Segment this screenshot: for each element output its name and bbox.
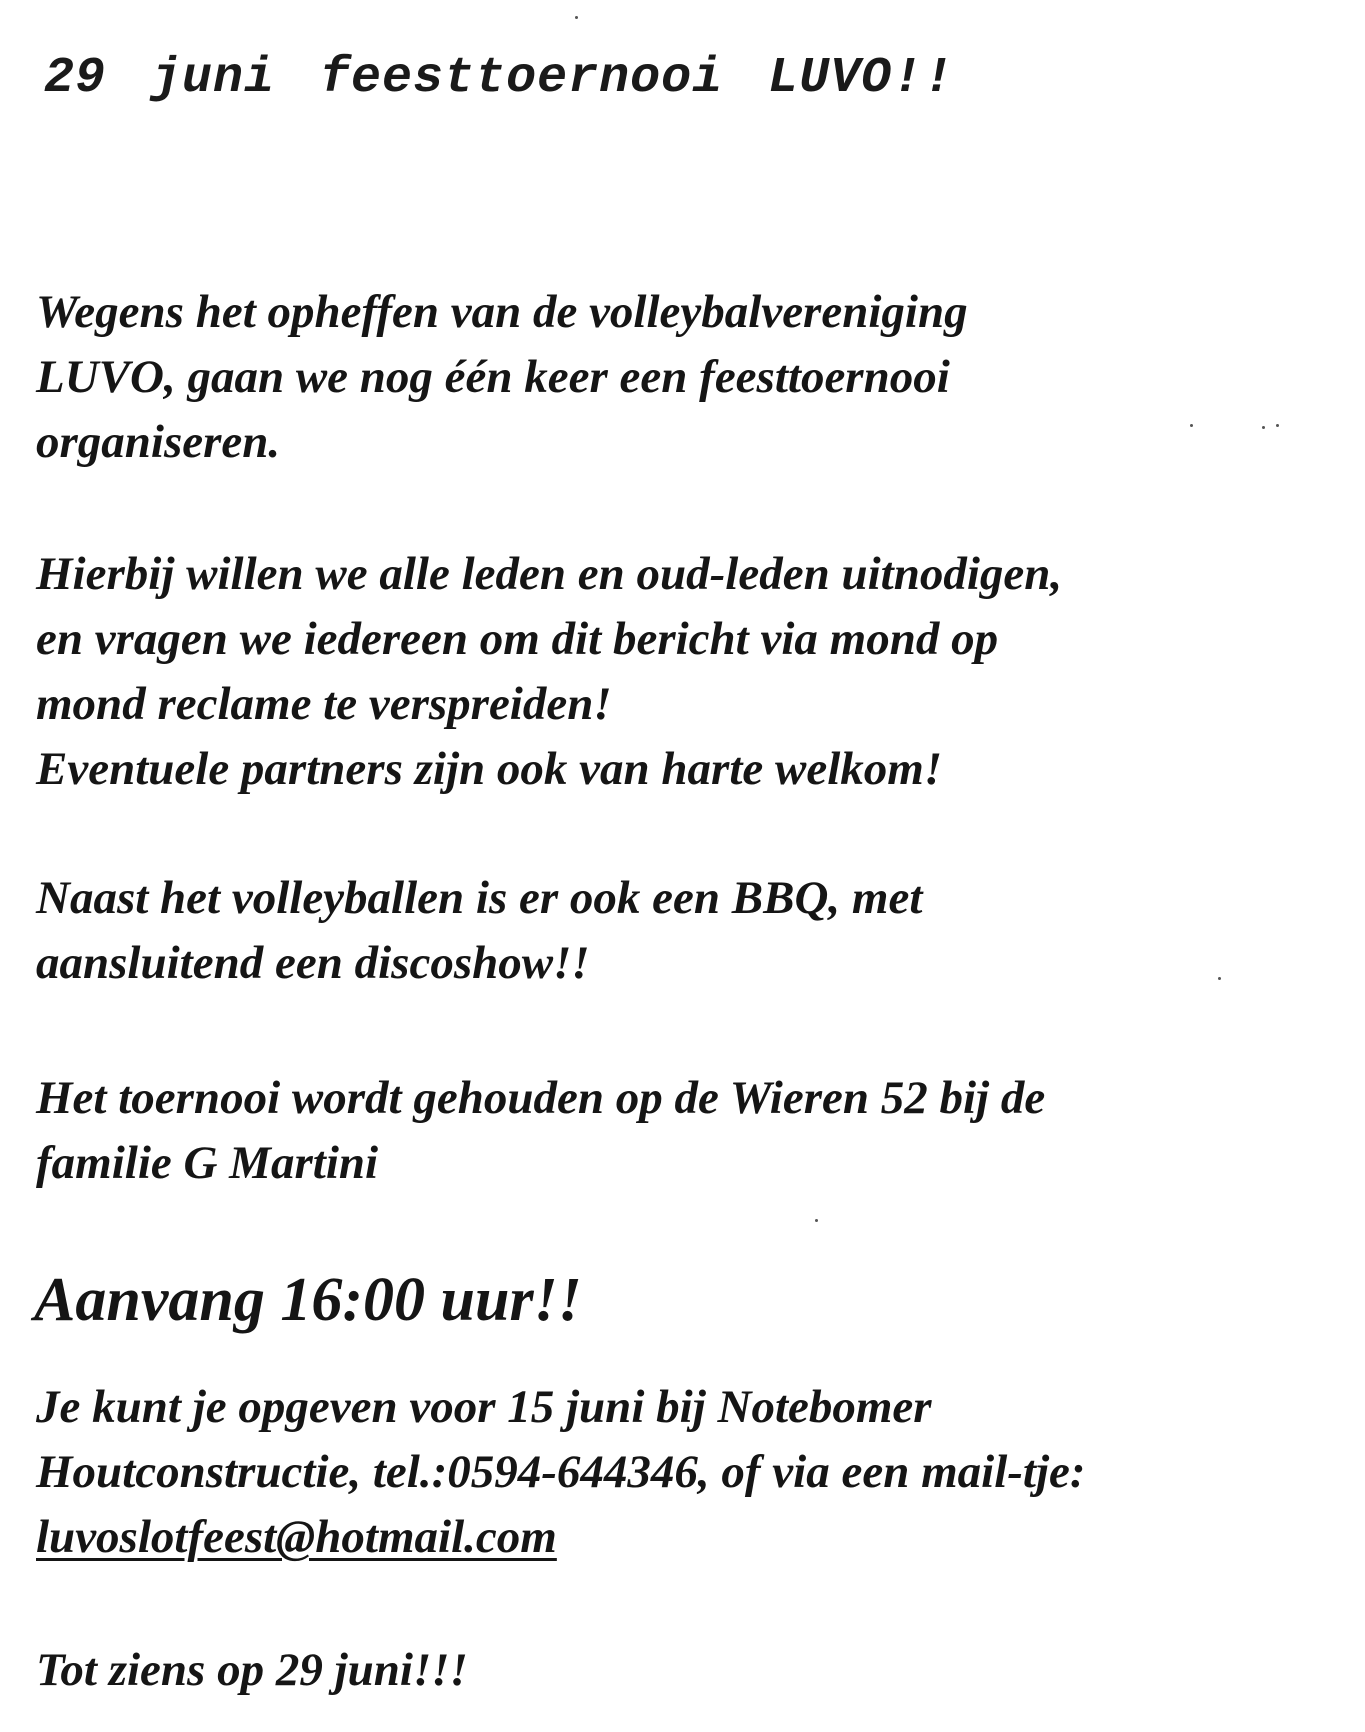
invite-line-4: Eventuele partners zijn ook van harte welkom! [36, 743, 943, 795]
registration-line-2: Houtconstructie, tel.:0594-644346, of via een mail-tje: [36, 1446, 1086, 1498]
intro-line-1: Wegens het opheffen van de volleybalvereniging [36, 286, 968, 338]
intro-line-3: organiseren. [36, 416, 281, 468]
invite-line-2: en vragen we iedereen om dit bericht via mond op [36, 613, 999, 665]
intro-line-2: LUVO, gaan we nog één keer een feesttoernooi [36, 351, 950, 403]
program-line-2: aansluitend een discoshow!! [36, 937, 590, 989]
location-line-2: familie G Martini [36, 1137, 379, 1189]
flyer-title: 29 juni feesttoernooi LUVO!! [44, 50, 955, 107]
scan-speck [1218, 977, 1221, 980]
program-line-1: Naast het volleyballen is er ook een BBQ, met [36, 872, 923, 924]
scan-speck [1276, 424, 1279, 427]
registration-line-1: Je kunt je opgeven voor 15 juni bij Notebomer [36, 1381, 932, 1433]
scan-speck [815, 1219, 818, 1222]
location-paragraph [36, 1066, 1045, 1196]
registration-paragraph [36, 1375, 1086, 1570]
scan-speck [575, 16, 578, 19]
scan-speck [1262, 426, 1265, 429]
location-line-1: Het toernooi wordt gehouden op de Wieren 52 bij de [36, 1072, 1046, 1124]
invite-line-3: mond reclame te verspreiden! [36, 678, 612, 730]
start-time-heading: Aanvang 16:00 uur!! [34, 1266, 582, 1334]
registration-email-link[interactable]: luvoslotfeest@hotmail.com [36, 1511, 557, 1563]
invite-line-1: Hierbij willen we alle leden en oud-leden uitnodigen, [36, 548, 1063, 600]
program-paragraph [36, 866, 922, 996]
intro-paragraph [36, 280, 968, 475]
invite-paragraph [36, 542, 1062, 802]
closing-line: Tot ziens op 29 juni!!! [36, 1644, 468, 1696]
scan-speck [1190, 424, 1193, 427]
